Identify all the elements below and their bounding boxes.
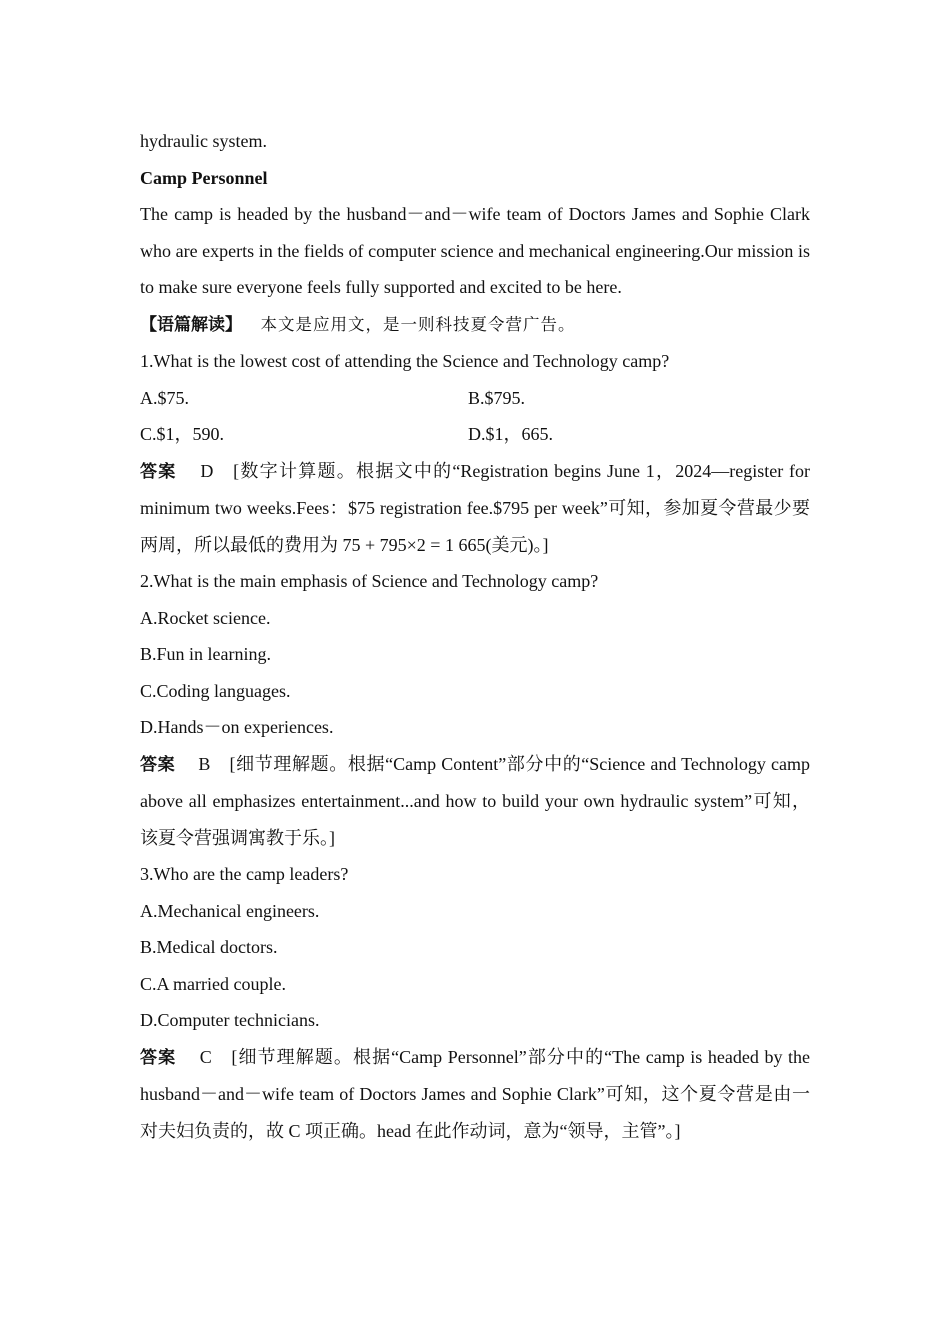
intro-tail: hydraulic system. [140,131,267,151]
section-body: The camp is headed by the husband－and－wife team of Doctors James and Sophie Clark who are experts in the fields of computer science and mechanical engineering.Our mission is to make sure everyone feels fully supported and excited to be here. [140,204,810,297]
answer-letter: D [200,460,214,481]
option-row [140,380,810,417]
option-b: B.Fun in learning. [140,644,271,664]
option-b: B.Medical doctors. [140,937,278,957]
option-d: D.Computer technicians. [140,1010,320,1030]
document-page [140,123,810,1149]
reading-note [140,306,810,344]
answer-label: 答案 [140,754,176,775]
answer-explanation: [细节理解题。根据“Camp Personnel”部分中的“The camp is headed by the husband－and－wife team of Doctors James and Sophie Clark”可知，这个夏令营是由一对夫妇负责的，故 C 项正确。head 在此作动词，意为“领导，主管”。] [140,1046,811,1141]
reading-note-text: 本文是应用文，是一则科技夏令营广告。 [260,314,576,334]
option-c: C.Coding languages. [140,680,291,701]
answer-explanation: [细节理解题。根据“Camp Content”部分中的“Science and Technology camp above all emphasizes entertainment...and how to build your own hydraulic system”可知，该夏令营强调寓教于乐。] [140,753,810,848]
option-a: A.Rocket science. [140,607,271,628]
option-c: C.$1，590. [140,424,225,444]
reading-note-label: 【语篇解读】 [140,314,242,335]
option-a: A.$75. [140,387,189,408]
answer-paragraph [140,1039,810,1150]
answer-label: 答案 [140,1047,177,1068]
answer-letter: C [199,1046,212,1067]
question-stem: 3.Who are the camp leaders? [140,864,349,884]
option-c: C.A married couple. [140,973,286,994]
option-d: D.Hands－on experiences. [140,717,334,737]
option-d: D.$1，665. [468,424,553,444]
question-stem: 2.What is the main emphasis of Science and Technology camp? [140,571,599,591]
option-a: A.Mechanical engineers. [140,900,320,921]
question-block [140,856,810,1149]
option-row [140,416,810,453]
question-stem: 1.What is the lowest cost of attending the Science and Technology camp? [140,351,670,371]
answer-label: 答案 [140,461,177,482]
question-block [140,563,810,856]
section-title: Camp Personnel [140,167,268,188]
answer-paragraph [140,453,810,564]
answer-letter: B [198,753,211,774]
question-block [140,343,810,563]
answer-explanation: [数字计算题。根据文中的“Registration begins June 1，2024—register for minimum two weeks.Fees：$75 registration fee.$795 per week”可知，参加夏令营最少要两周，所以最低的费用为 75 + 795×2 = 1 665(美元)。] [140,460,811,555]
option-b: B.$795. [468,387,526,408]
answer-paragraph [140,746,810,857]
